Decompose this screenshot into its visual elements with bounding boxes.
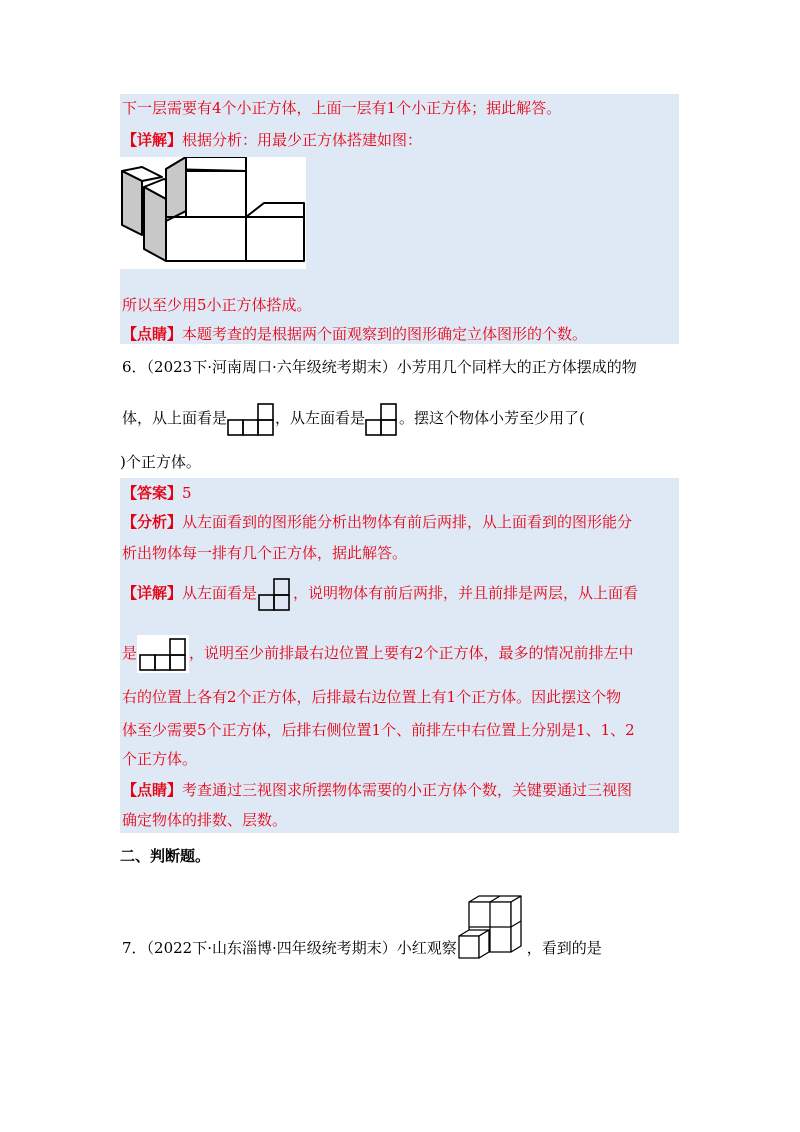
analysis-line: 下一层需要有4个小正方体，上面一层有1个小正方体；据此解答。 (122, 99, 562, 117)
analysis-text-1: 从左面看到的图形能分析出物体有前后两排，从上面看到的图形能分 (182, 513, 633, 531)
question-7-line1 (122, 895, 602, 968)
detail-line-3: 右的位置上各有2个正方体，后排最右边位置上有1个正方体。因此摆这个物 (122, 688, 622, 706)
q6-text-b: ，从左面看是 (275, 409, 366, 427)
answer-line (122, 483, 192, 503)
detail-text-2a: 是 (122, 644, 138, 662)
cube-stack-figure (120, 157, 306, 269)
comment-line-2: 确定物体的排数、层数。 (122, 811, 288, 829)
comment-tag: 【点睛】 (122, 325, 183, 343)
q6-text-a: 体，从上面看是 (122, 409, 228, 427)
question-6-line2 (122, 401, 585, 436)
comment-text: 本题考查的是根据两个面观察到的图形确定立体图形的个数。 (182, 325, 588, 343)
top-view-icon-2 (137, 635, 189, 673)
q6-text-c: 。摆这个物体小芳至少用了( (399, 409, 585, 427)
detail-tag-2: 【详解】 (122, 584, 183, 602)
question-6-line3: )个正方体。 (120, 453, 201, 471)
conclusion-line: 所以至少用5小正方体搭成。 (122, 296, 312, 314)
left-view-icon (365, 402, 399, 436)
detail-text-2b: ，说明至少前排最右边位置上要有2个正方体，最多的情况前排左中 (189, 644, 634, 662)
comment-text-2a: 考查通过三视图求所摆物体需要的小正方体个数，关键要通过三视图 (182, 781, 633, 799)
left-view-icon-2 (257, 576, 293, 612)
detail-line-5: 个正方体。 (122, 750, 198, 768)
q7-text-a: 7．（2022下·山东淄博·四年级统考期末）小红观察 (122, 939, 457, 957)
analysis-tag: 【分析】 (122, 513, 183, 531)
answer-value: 5 (182, 484, 192, 502)
analysis-line-1 (122, 512, 632, 532)
detail-text-1a: 从左面看是 (182, 584, 258, 602)
comment-line (122, 324, 587, 344)
top-view-icon (227, 402, 275, 436)
section-title: 二、判断题。 (120, 847, 211, 865)
comment-tag-2: 【点睛】 (122, 781, 183, 799)
answer-tag: 【答案】 (122, 484, 183, 502)
q7-text-b: ，看到的是 (526, 939, 602, 957)
detail-text-1b: ，说明物体有前后两排，并且前排是两层，从上面看 (293, 584, 639, 602)
comment-line-1 (122, 780, 632, 800)
detail-line (122, 130, 422, 150)
detail-text: 根据分析：用最少正方体搭建如图： (182, 131, 423, 149)
detail-tag: 【详解】 (122, 131, 183, 149)
detail-line-4: 体至少需要5个正方体，后排右侧位置1个、前排左中右位置上分别是1、1、2 (122, 721, 635, 739)
detail-line-2 (122, 634, 634, 673)
analysis-line-2: 析出物体每一排有几个正方体，据此解答。 (122, 544, 408, 562)
question-6-line1: 6．（2023下·河南周口·六年级统考期末）小芳用几个同样大的正方体摆成的物 (122, 358, 637, 376)
detail-line-1 (122, 575, 638, 612)
cube-cluster-icon (457, 895, 527, 967)
